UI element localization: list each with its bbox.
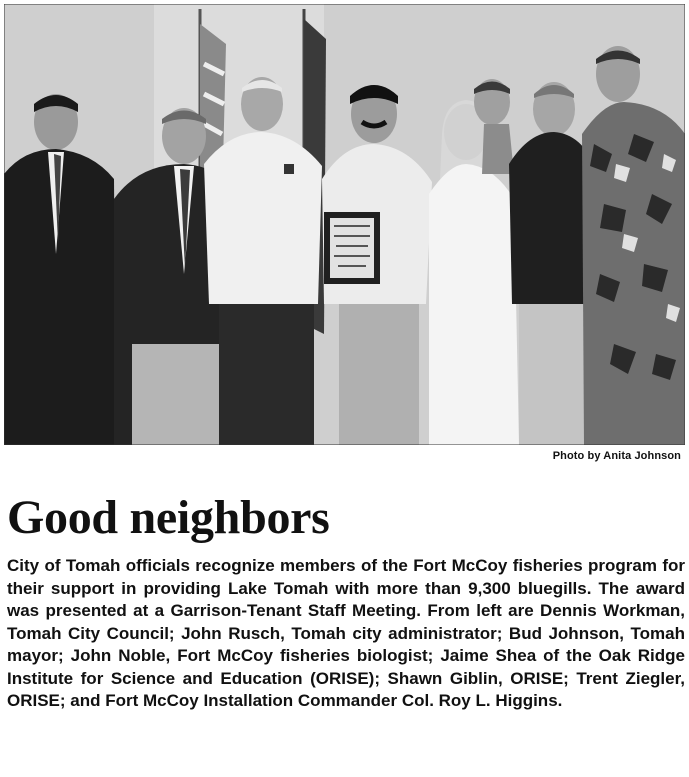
photo-credit: Photo by Anita Johnson — [552, 450, 681, 462]
news-photo — [4, 4, 685, 445]
group-photo-illustration — [4, 4, 685, 445]
award-plaque — [324, 212, 380, 284]
photo-caption: City of Tomah officials recognize members of the Fort McCoy fisheries program for their support in providing Lake Tomah with more than 9,300 bluegills. The award was presented at a Garrison-Tenant Staff Meeting. From left are Dennis Workman, Tomah City Council; John Rusch, Tomah city administrator; Bud Johnson, Tomah mayor; John Noble, Fort McCoy fisheries biologist; Jaime Shea of the Oak Ridge Institute for Science and Education (ORISE); Shawn Giblin, ORISE; Trent Ziegler, ORISE; and Fort McCoy Installation Commander Col. Roy L. Higgins. — [7, 556, 685, 710]
headline: Good neighbors — [7, 491, 330, 544]
